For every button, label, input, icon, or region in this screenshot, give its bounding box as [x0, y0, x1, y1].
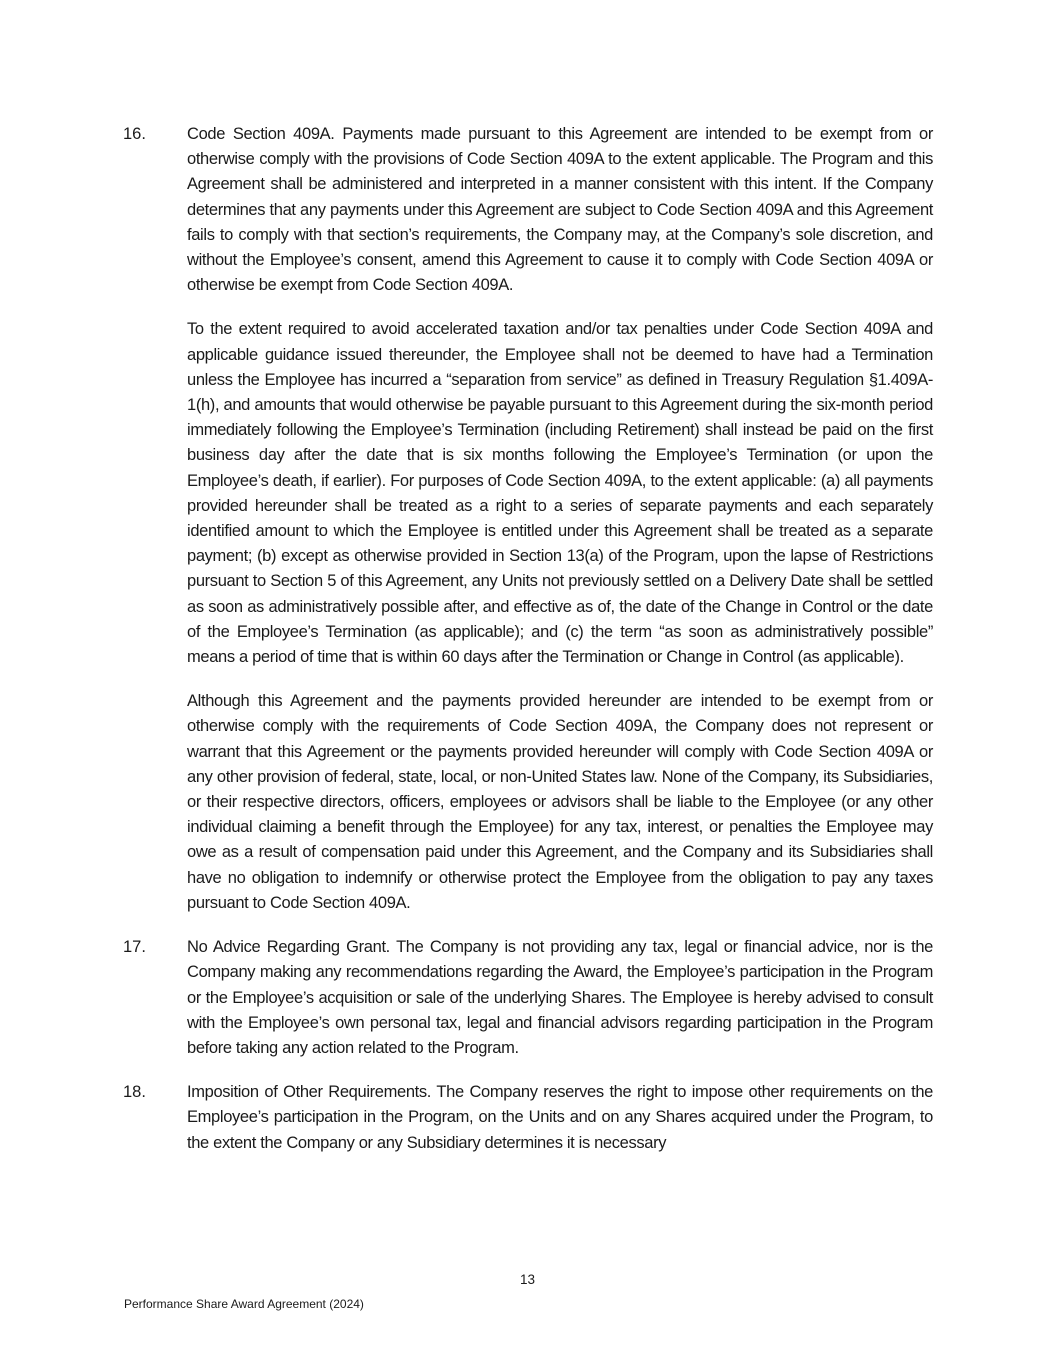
- section-number: 17.: [123, 938, 146, 957]
- section-heading: Code Section 409A.: [187, 125, 335, 143]
- paragraph-text: Payments made pursuant to this Agreement are intended to be exempt from or otherwise comply with the provisions of Code Section 409A to the extent applicable. The Program and this Agreement shall be administered and interpreted in a manner consistent with this intent. If the Company determines that any payments under this Agreement are subject to Code Section 409A and this Agreement fails to comply with that section’s requirements, the Company may, at the Company’s sole discretion, and without the Employee’s consent, amend this Agreement to cause it to comply with Code Section 409A or otherwise be exempt from Code Section 409A.: [187, 125, 934, 295]
- paragraph: [187, 122, 933, 298]
- section-18: [123, 1080, 933, 1156]
- section-number: 16.: [123, 125, 146, 143]
- section-body: [187, 1080, 933, 1156]
- footer-document-title: Performance Share Award Agreement (2024): [124, 1297, 364, 1311]
- section-number: 18.: [123, 1083, 146, 1102]
- section-heading: Imposition of Other Requirements.: [187, 1083, 432, 1102]
- section-17: [123, 935, 933, 1061]
- section-16: [123, 122, 933, 916]
- paragraph-text: The Company reserves the right to impose other requirements on the Employee’s participation in the Program, on the Units and on any Shares acquired under the Program, to the extent the Company or any Subsidiary determines it is necessary: [187, 1083, 934, 1152]
- document-body: [123, 122, 933, 1175]
- section-body: [187, 122, 933, 916]
- paragraph: [187, 1080, 933, 1156]
- paragraph: Although this Agreement and the payments provided hereunder are intended to be exempt from or otherwise comply with the requirements of Code Section 409A, the Company does not represent or warrant that this Agreement or the payments provided hereunder will comply with Code Section 409A or any other provision of federal, state, local, or non-United States law. None of the Company, its Subsidiaries, or their respective directors, officers, employees or advisors shall be liable to the Employee (or any other individual claiming a benefit through the Employee) for any tax, interest, or penalties the Employee may owe as a result of compensation paid under this Agreement, and the Company and its Subsidiaries shall have no obligation to indemnify or otherwise protect the Employee from the obligation to pay any taxes pursuant to Code Section 409A.: [187, 692, 933, 912]
- paragraph-text: The Company is not providing any tax, legal or financial advice, nor is the Company making any recommendations regarding the Award, the Employee’s participation in the Program or the Employee’s acquisition or sale of the underlying Shares. The Employee is hereby advised to consult with the Employee’s own personal tax, legal and financial advisors regarding participation in the Program before taking any action related to the Program.: [187, 938, 933, 1057]
- paragraph: [187, 935, 933, 1061]
- section-heading: No Advice Regarding Grant.: [187, 938, 390, 957]
- page-number: 13: [519, 1272, 536, 1287]
- paragraph: To the extent required to avoid accelerated taxation and/or tax penalties under Code Section 409A and applicable guidance issued thereunder, the Employee shall not be deemed to have had a Termination unless the Employee has incurred a “separation from service” as defined in Treasury Regulation §1.409A-1(h), and amounts that would otherwise be payable pursuant to this Agreement during the six-month period immediately following the Employee’s Termination (including Retirement) shall instead be paid on the first business day after the date that is six months following the Employee’s Termination (or upon the Employee’s death, if earlier). For purposes of Code Section 409A, to the extent applicable: (a) all payments provided hereunder shall be treated as a right to a series of separate payments and each separately identified amount to which the Employee is entitled under this Agreement shall be treated as a separate payment; (b) except as otherwise provided in Section 13(a) of the Program, upon the lapse of Restrictions pursuant to Section 5 of this Agreement, any Units not previously settled on a Delivery Date shall be settled as soon as administratively possible after, and effective as of, the date of the Change in Control or the date of the Employee’s Termination (as applicable); and (c) the term “as soon as administratively possible” means a period of time that is within 60 days after the Termination or Change in Control (as applicable).: [187, 320, 933, 667]
- section-body: [187, 935, 933, 1061]
